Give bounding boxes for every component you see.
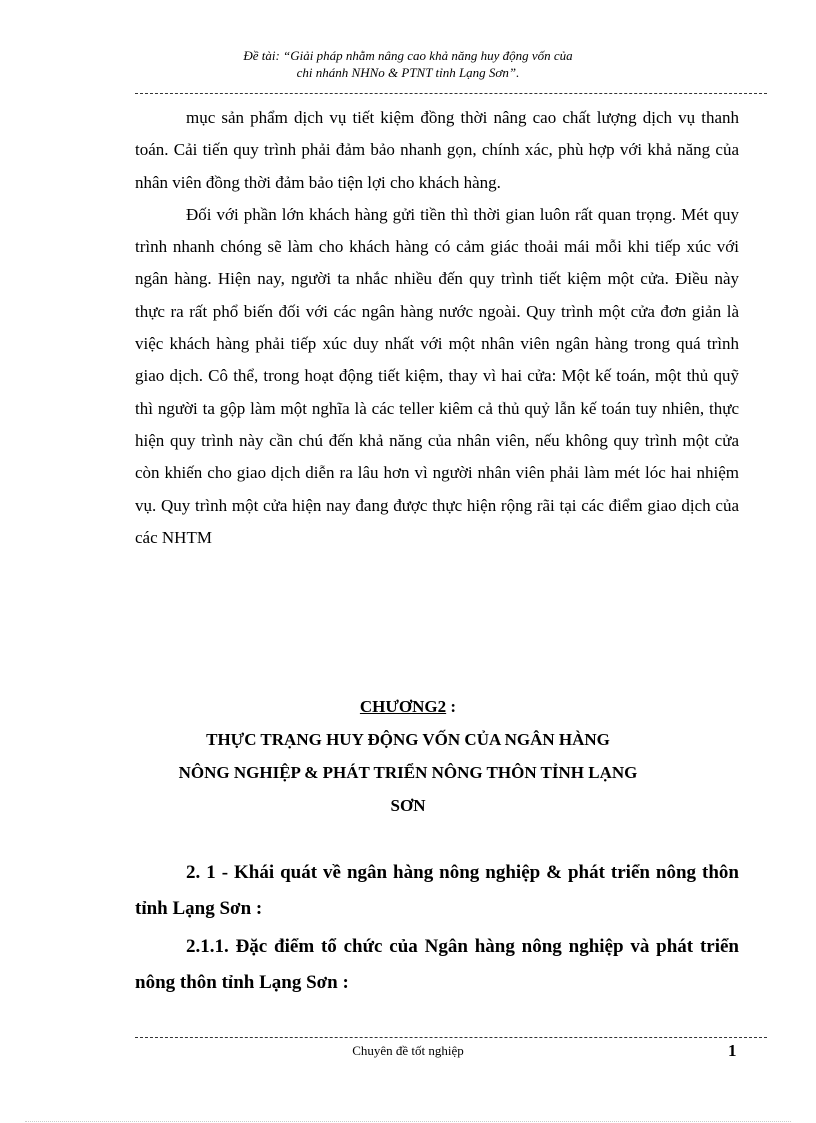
section-2-1-heading: 2. 1 - Khái quát về ngân hàng nông nghiệp & phát triển nông thôn tỉnh Lạng Sơn : — [135, 862, 739, 919]
chapter-title-line-2: NÔNG NGHIỆP & PHÁT TRIỂN NÔNG THÔN TỈNH LẠNG — [178, 763, 638, 782]
page-edge-divider — [25, 1121, 791, 1122]
header-line-2: chi nhánh NHNo & PTNT tỉnh Lạng Sơn”. — [296, 65, 520, 80]
chapter-heading — [0, 690, 816, 822]
page-number: 1 — [728, 1041, 737, 1060]
chapter-title-line-3: SƠN — [390, 796, 426, 815]
footer-text: Chuyên đề tốt nghiệp — [352, 1043, 464, 1058]
paragraph-2: Đối với phần lớn khách hàng gửi tiền thì thời gian luôn rất quan trọng. Mét quy trình nhanh chóng sẽ làm cho khách hàng có cảm giác thoải mái mỗi khi tiếp xúc với ngân hàng. Hiện nay, người ta nhắc nhiều đến quy trình tiết kiệm một cửa. Điều này thực ra rất phổ biến đối với các ngân hàng nước ngoài. Quy trình một cửa đơn giản là việc khách hàng phải tiếp xúc duy nhất với một nhân viên ngân hàng trong quá trình giao dịch. Cô thể, trong hoạt động tiết kiệm, thay vì hai cửa: Một kế toán, một thủ quỹ thì người ta gộp làm một nghĩa là các teller kiêm cả thủ quỷ lẫn kế toán tuy nhiên, thực hiện quy trình này cần chú đến khả năng của nhân viên, nếu không quy trình một cửa còn khiến cho giao dịch diễn ra lâu hơn vì người nhân viên phải làm mét lóc hai nhiệm vụ. Quy trình một cửa hiện nay đang được thực hiện rộng rãi tại các điểm giao dịch của các NHTM — [135, 204, 739, 547]
footer-rule — [135, 1037, 767, 1038]
body-text — [135, 102, 739, 554]
section-2-1 — [135, 855, 739, 927]
page-header — [0, 47, 816, 81]
section-2-1-1-heading: 2.1.1. Đặc điểm tổ chức của Ngân hàng nông nghiệp và phát triển nông thôn tỉnh Lạng Sơn : — [135, 936, 739, 993]
paragraph-1: mục sản phẩm dịch vụ tiết kiệm đồng thời nâng cao chất lượng dịch vụ thanh toán. Cải tiến quy trình phải đảm bảo nhanh gọn, chính xác, phù hợp với khả năng của nhân viên đồng thời đảm bảo tiện lợi cho khách hàng. — [135, 108, 739, 192]
chapter-title-line-1: THỰC TRẠNG HUY ĐỘNG VỐN CỦA NGÂN HÀNG — [206, 730, 610, 749]
chapter-colon: : — [446, 697, 457, 716]
header-line-1: Đề tài: “Giải pháp nhằm nâng cao khả năng huy động vốn của — [243, 48, 573, 63]
section-2-1-1 — [135, 929, 739, 1001]
chapter-label: CHƯƠNG2 — [359, 697, 447, 716]
header-rule — [135, 93, 767, 94]
